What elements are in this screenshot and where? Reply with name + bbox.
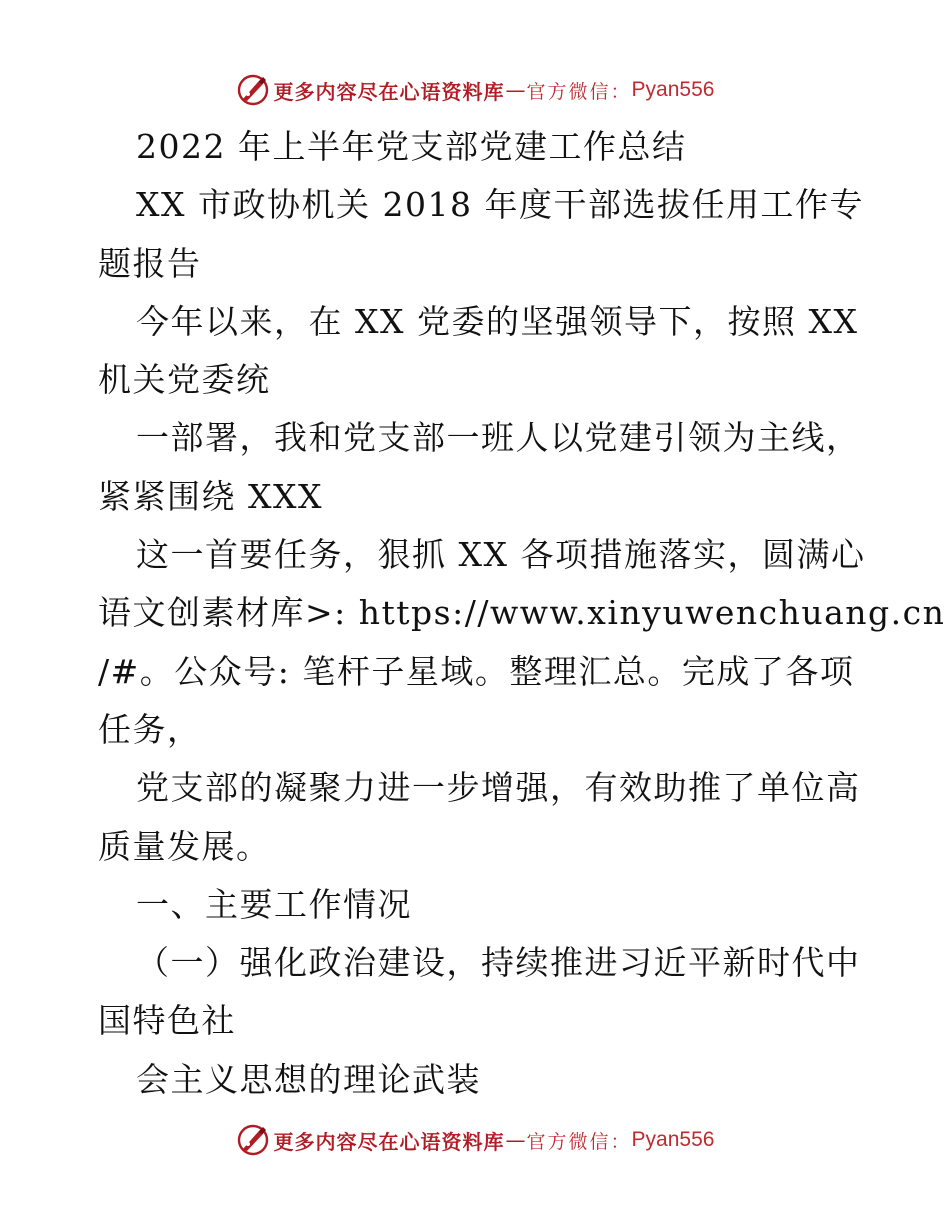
watermark-sub-text: 官方微信： [526, 1130, 632, 1153]
doc-title: 2022 年上半年党支部党建工作总结 [136, 127, 687, 166]
pen-logo-icon [236, 73, 270, 107]
text-line: XX 市政协机关 2018 年度干部选拔任用工作专 [136, 185, 864, 225]
watermark-header [0, 70, 950, 110]
document-body [98, 118, 946, 1109]
pen-logo-icon [236, 1123, 270, 1157]
text-line: 党支部的凝聚力进一步增强，有效助推了单位高 [136, 768, 861, 808]
section-heading: 一、主要工作情况 [136, 884, 412, 924]
watermark-separator: — [505, 1128, 526, 1152]
text-line: 紧紧围绕 XXX [98, 476, 323, 516]
subsection-heading: （一）强化政治建设，持续推进习近平新时代中 [136, 943, 861, 983]
text-line: 国特色社 [98, 1001, 236, 1041]
text-line: 语文创素材库>: https://www.xinyuwenchuang.cn [98, 593, 946, 633]
watermark-main-text: 更多内容尽在心语资料库 [273, 79, 505, 104]
watermark-id: Pyan556 [631, 78, 715, 101]
watermark-separator: — [505, 78, 526, 102]
text-line: 今年以来，在 XX 党委的坚强领导下，按照 XX [136, 301, 859, 341]
watermark-main-text: 更多内容尽在心语资料库 [273, 1129, 505, 1154]
text-line: 会主义思想的理论武装 [136, 1059, 481, 1099]
text-line: 任务， [98, 709, 202, 749]
text-line: 质量发展。 [98, 826, 271, 866]
watermark-footer [0, 1120, 950, 1160]
text-line: /#。公众号: 笔杆子星域。整理汇总。完成了各项 [98, 651, 855, 691]
text-line: 机关党委统 [98, 360, 271, 400]
text-line: 这一首要任务，狠抓 XX 各项措施落实，圆满心 [136, 535, 866, 575]
watermark-id: Pyan556 [631, 1128, 715, 1151]
text-line: 题报告 [98, 243, 202, 283]
text-line: 一部署，我和党支部一班人以党建引领为主线， [136, 418, 861, 458]
watermark-sub-text: 官方微信： [526, 80, 632, 103]
